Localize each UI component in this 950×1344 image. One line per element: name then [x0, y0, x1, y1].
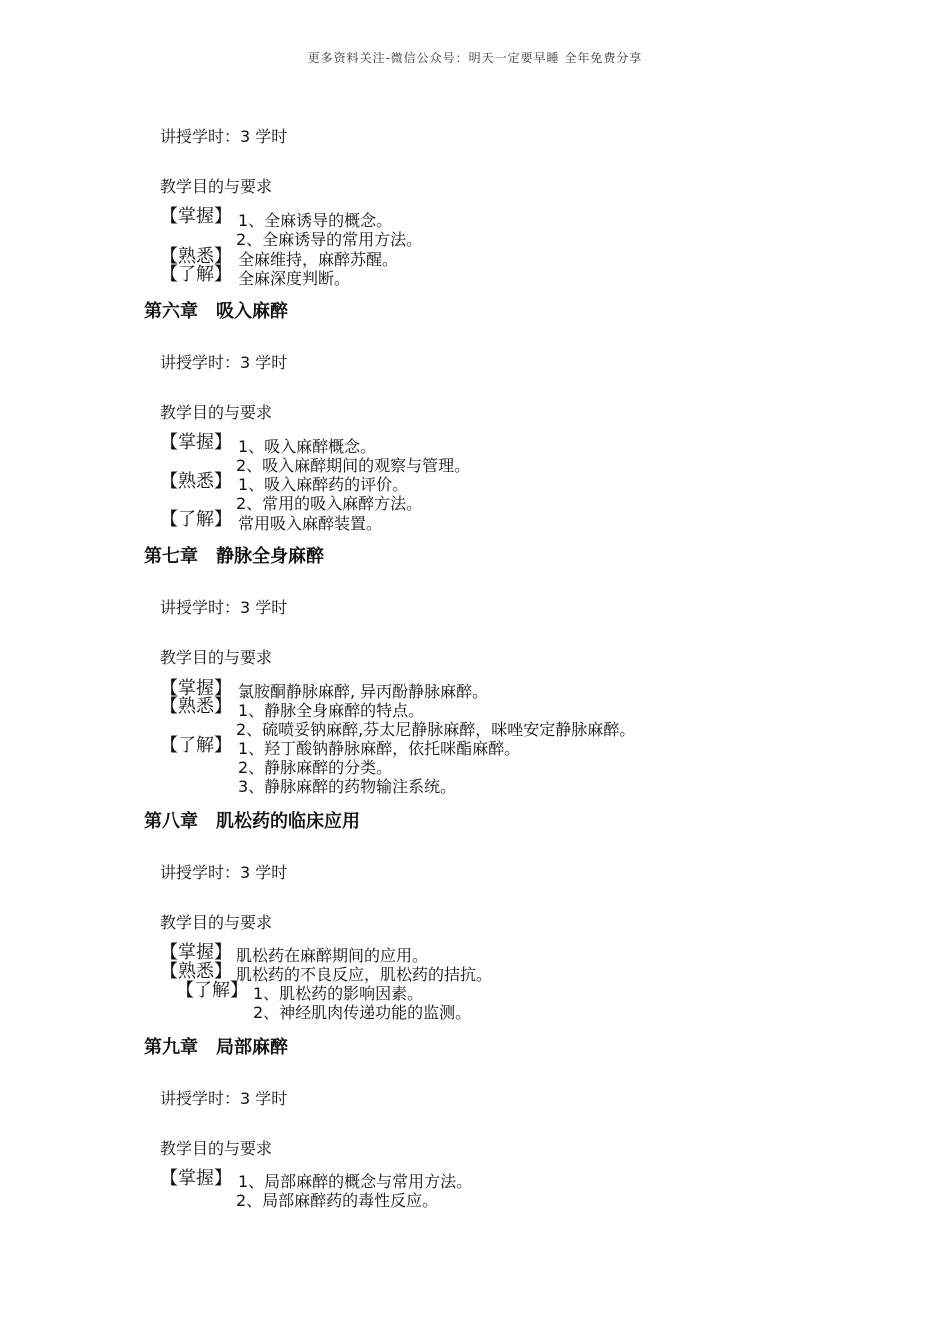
familiar-tag: 【熟悉】	[160, 246, 232, 267]
master-item: 1、全麻诱导的概念。	[238, 211, 393, 230]
master-item: 肌松药在麻醉期间的应用。	[236, 946, 429, 965]
know-item: 全麻深度判断。	[238, 269, 351, 288]
know-item: 2、神经肌肉传递功能的监测。	[253, 1003, 472, 1022]
know-tag: 【了解】	[160, 735, 232, 756]
teaching-hours: 讲授学时：3 学时	[160, 863, 288, 882]
teaching-hours: 讲授学时：3 学时	[160, 598, 288, 617]
familiar-item: 1、吸入麻醉药的评价。	[238, 475, 409, 494]
know-tag: 【了解】	[160, 264, 232, 285]
chapter-title: 第八章 肌松药的临床应用	[144, 811, 360, 832]
master-item: 2、全麻诱导的常用方法。	[236, 230, 423, 249]
master-tag: 【掌握】	[160, 678, 232, 699]
familiar-item: 1、静脉全身麻醉的特点。	[238, 701, 425, 720]
chapter-title: 第七章 静脉全身麻醉	[144, 546, 324, 567]
teaching-hours: 讲授学时：3 学时	[160, 353, 288, 372]
familiar-tag: 【熟悉】	[160, 961, 232, 982]
teaching-hours: 讲授学时：3 学时	[160, 127, 288, 146]
master-item: 氯胺酮静脉麻醉, 异丙酚静脉麻醉。	[238, 682, 489, 701]
master-item: 1、吸入麻醉概念。	[238, 437, 377, 456]
know-tag: 【了解】	[176, 980, 248, 1001]
aims-heading: 教学目的与要求	[160, 1139, 273, 1158]
master-item: 1、局部麻醉的概念与常用方法。	[238, 1172, 473, 1191]
chapter-title: 第六章 吸入麻醉	[144, 301, 288, 322]
master-tag: 【掌握】	[160, 432, 232, 453]
familiar-tag: 【熟悉】	[160, 471, 232, 492]
master-tag: 【掌握】	[160, 942, 232, 963]
know-item: 1、肌松药的影响因素。	[253, 984, 424, 1003]
know-item: 3、静脉麻醉的药物输注系统。	[238, 777, 457, 796]
aims-heading: 教学目的与要求	[160, 403, 273, 422]
teaching-hours: 讲授学时：3 学时	[160, 1089, 288, 1108]
aims-heading: 教学目的与要求	[160, 177, 273, 196]
know-item: 1、羟丁酸钠静脉麻醉，依托咪酯麻醉。	[238, 739, 521, 758]
master-tag: 【掌握】	[160, 206, 232, 227]
master-item: 2、吸入麻醉期间的观察与管理。	[236, 456, 471, 475]
chapter-title: 第九章 局部麻醉	[144, 1037, 288, 1058]
familiar-item: 全麻维持，麻醉苏醒。	[238, 250, 399, 269]
familiar-item: 2、硫喷妥钠麻醉,芬太尼静脉麻醉，咪唑安定静脉麻醉。	[236, 720, 636, 739]
aims-heading: 教学目的与要求	[160, 648, 273, 667]
know-item: 2、静脉麻醉的分类。	[238, 758, 393, 777]
master-tag: 【掌握】	[160, 1168, 232, 1189]
master-item: 2、局部麻醉药的毒性反应。	[236, 1191, 439, 1210]
aims-heading: 教学目的与要求	[160, 913, 273, 932]
familiar-item: 肌松药的不良反应，肌松药的拮抗。	[236, 965, 493, 984]
know-tag: 【了解】	[160, 509, 232, 530]
know-item: 常用吸入麻醉装置。	[238, 514, 383, 533]
familiar-item: 2、常用的吸入麻醉方法。	[236, 494, 423, 513]
familiar-tag: 【熟悉】	[160, 696, 232, 717]
page-header-notice: 更多资料关注-微信公众号：明天一定要早睡 全年免费分享	[307, 51, 643, 65]
